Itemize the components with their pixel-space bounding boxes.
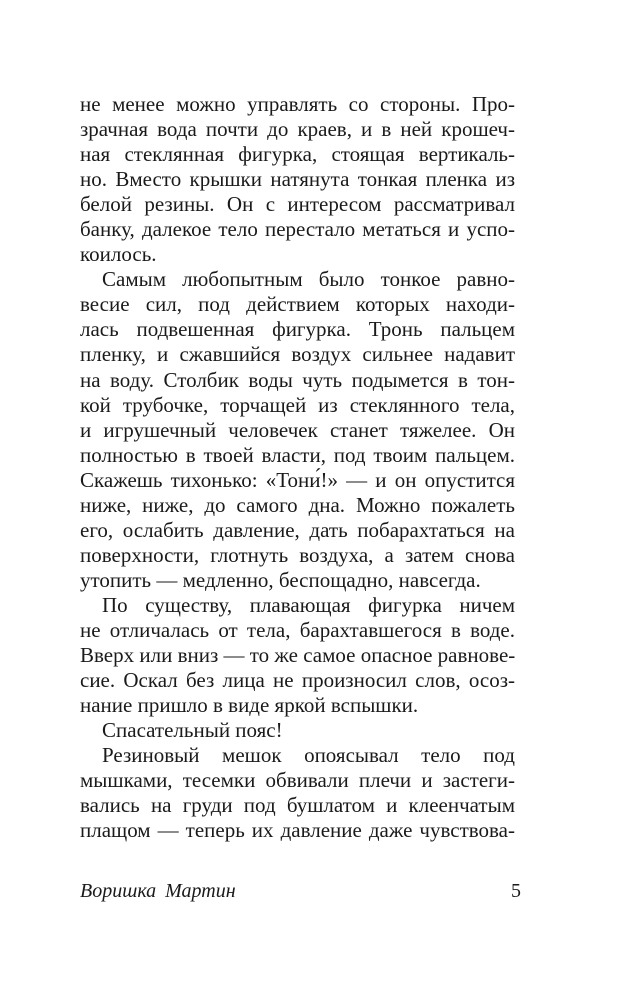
text-line: коилось.: [80, 242, 157, 267]
text-line: его, ослабить давление, дать побарахтаться на: [80, 517, 515, 542]
text-line: Резиновый мешок опоясывал тело под: [102, 743, 515, 768]
text-line: но. Вместо крышки натянута тонкая пленка из: [80, 167, 515, 192]
text-line: не менее можно управлять со стороны. Про-: [80, 92, 515, 116]
text-line: мышками, тесемки обвивали плечи и застеги-: [80, 768, 515, 793]
text-line: белой резины. Он с интересом рассматривал: [80, 192, 515, 217]
text-line: сие. Оскал без лица не произносил слов, осоз-: [80, 668, 515, 693]
text-line: кой трубочке, торчащей из стеклянного тела,: [80, 392, 515, 417]
text-line: на воду. Столбик воды чуть подымется в тон-: [80, 367, 515, 392]
text-line: утопить — медленно, беспощадно, навсегда.: [80, 567, 481, 592]
text-line: плащом — теперь их давление даже чувствова-: [80, 818, 515, 843]
text-line: и игрушечный человечек станет тяжелее. Он: [80, 417, 515, 442]
text-line: пленку, и сжавшийся воздух сильнее надавит: [80, 342, 515, 367]
text-line: полностью в твоей власти, под твоим пальцем.: [80, 442, 515, 467]
text-line: поверхности, глотнуть воздуха, а затем снова: [80, 542, 515, 567]
text-line: Скажешь тихонько: «Тони́!» — и он опустится: [80, 467, 515, 492]
page-number: 5: [511, 880, 521, 902]
text-line: Самым любопытным было тонкое равно-: [102, 267, 515, 292]
text-line: Вверх или вниз — то же самое опасное равнове-: [80, 643, 516, 668]
text-line: не отличалась от тела, барахтавшегося в воде.: [80, 617, 515, 642]
text-line: Спасательный пояс!: [102, 718, 283, 743]
text-line: весие сил, под действием которых находи-: [80, 292, 515, 317]
text-line: лась подвешенная фигурка. Тронь пальцем: [80, 317, 515, 342]
text-line: ная стеклянная фигурка, стоящая вертикаль-: [80, 142, 515, 167]
text-line: зрачная вода почти до краев, и в ней крошеч-: [80, 117, 515, 142]
text-line: вались на груди под бушлатом и клеенчатым: [80, 793, 515, 818]
text-line: ниже, ниже, до самого дна. Можно пожалеть: [80, 492, 515, 517]
running-title: Воришка Мартин: [80, 880, 236, 902]
text-line: нание пришло в виде яркой вспышки.: [80, 693, 419, 718]
text-line: По существу, плавающая фигурка ничем: [102, 592, 515, 617]
text-line: банку, далекое тело перестало метаться и успо-: [80, 217, 515, 242]
page-body: [80, 92, 515, 843]
page-footer: [80, 880, 521, 903]
